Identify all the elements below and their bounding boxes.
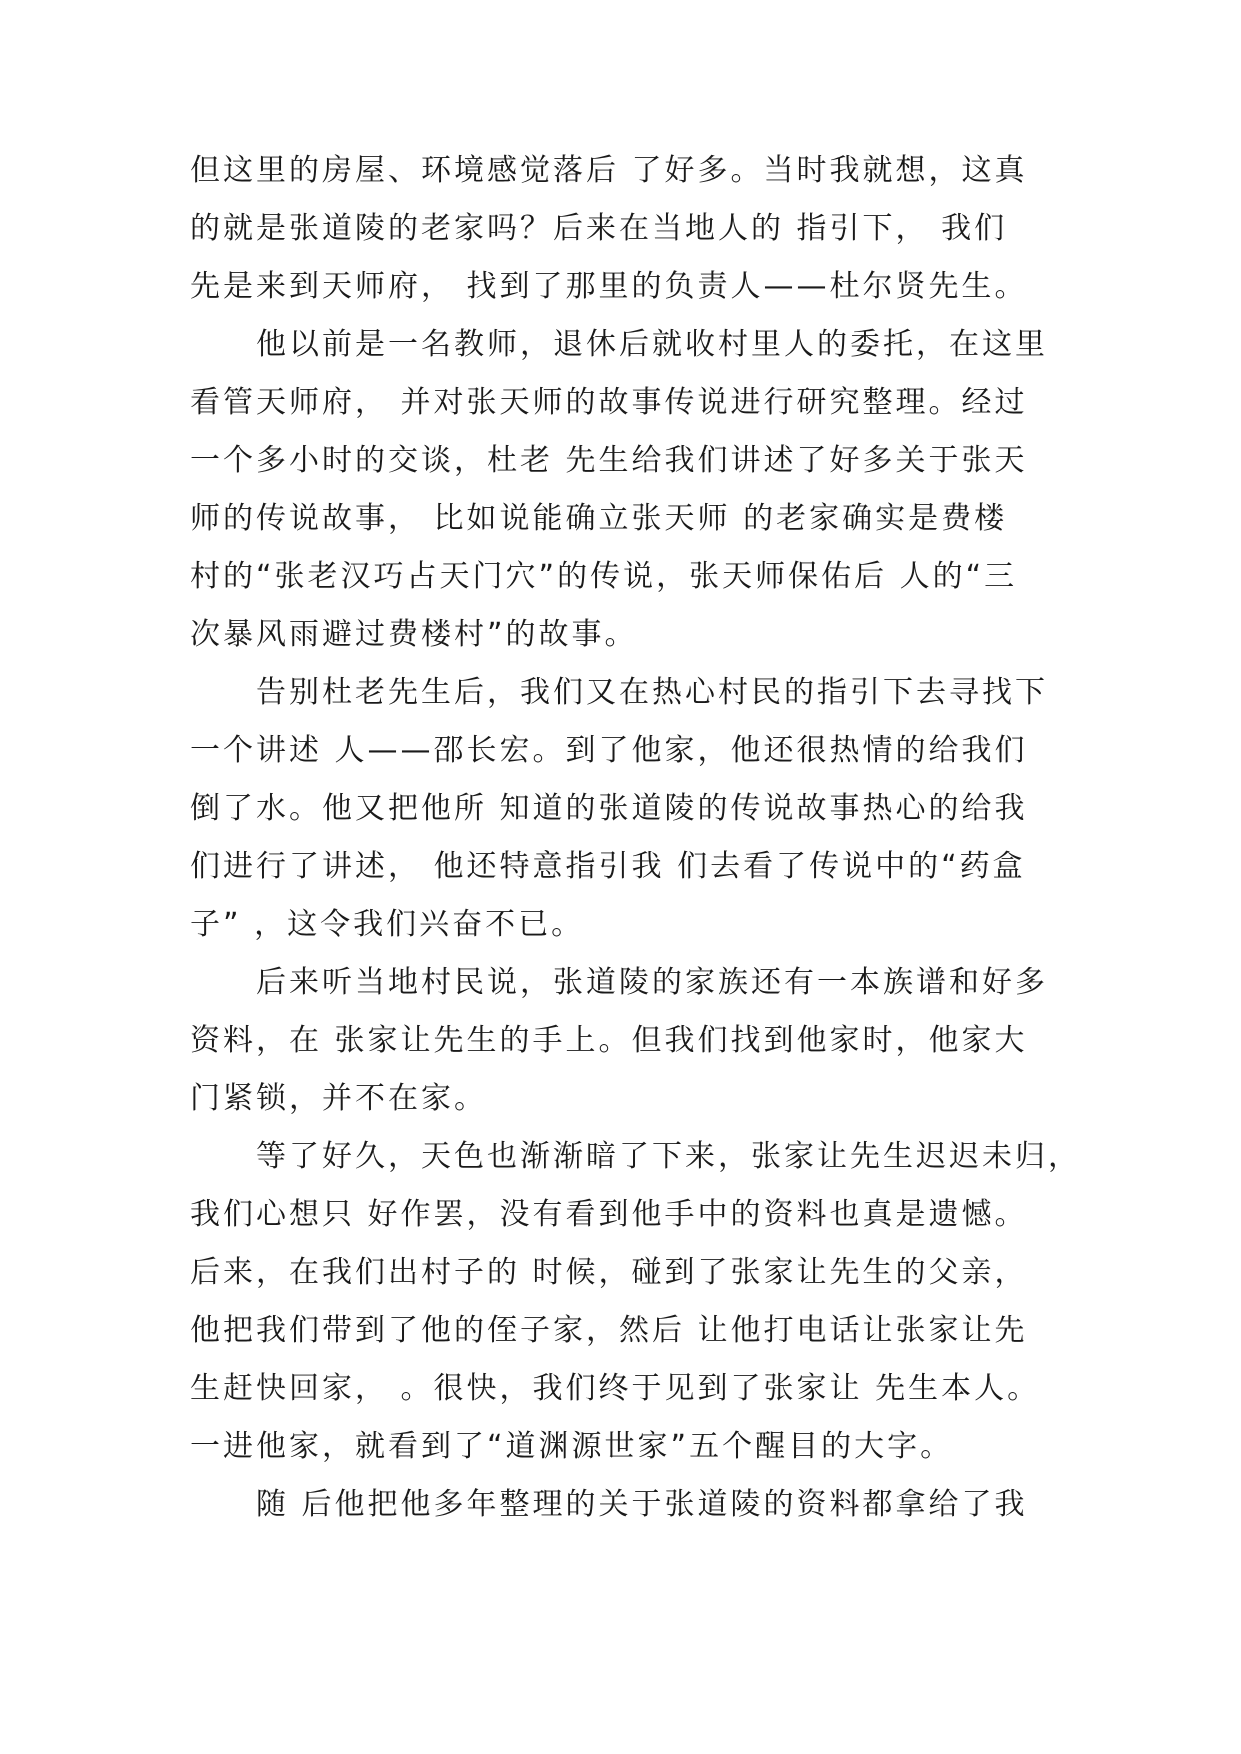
text-line: 一个讲述 人——邵长宏。到了他家，他还很热情的给我们 [190, 733, 1028, 768]
text-line: 门紧锁，并不在家。 [190, 1081, 487, 1116]
text-line: 我们心想只 好作罢，没有看到他手中的资料也真是遗憾。 [190, 1197, 1028, 1232]
paragraph-first-line: 后来听当地村民说，张道陵的家族还有一本族谱和好多 [256, 965, 1048, 1000]
paragraph-first-line: 告别杜老先生后，我们又在热心村民的指引下去寻找下 [256, 675, 1048, 710]
text-line: 村的“张老汉巧占天门穴”的传说，张天师保佑后 人的“三 [190, 559, 1018, 594]
body-text [190, 142, 1081, 1534]
text-line: 师的传说故事， 比如说能确立张天师 的老家确实是费楼 [190, 501, 1008, 536]
text-line: 他把我们带到了他的侄子家，然后 让他打电话让张家让先 [190, 1313, 1028, 1348]
paragraph-first-line: 随 后他把他多年整理的关于张道陵的资料都拿给了我 [256, 1487, 1028, 1522]
text-line: 子” ，这令我们兴奋不已。 [190, 907, 585, 942]
text-line: 但这里的房屋、环境感觉落后 了好多。当时我就想，这真 [190, 153, 1028, 188]
text-line: 次暴风雨避过费楼村”的故事。 [190, 617, 638, 652]
text-line: 资料，在 张家让先生的手上。但我们找到他家时，他家大 [190, 1023, 1028, 1058]
text-line: 一个多小时的交谈，杜老 先生给我们讲述了好多关于张天 [190, 443, 1028, 478]
text-line: 的就是张道陵的老家吗？后来在当地人的 指引下， 我们 [190, 211, 1008, 246]
paragraph-first-line: 他以前是一名教师，退休后就收村里人的委托，在这里 [256, 327, 1048, 362]
text-line: 看管天师府， 并对张天师的故事传说进行研究整理。经过 [190, 385, 1028, 420]
text-line: 先是来到天师府， 找到了那里的负责人——杜尔贤先生。 [190, 269, 1028, 304]
paragraph-first-line: 等了好久，天色也渐渐暗了下来，张家让先生迟迟未归， [256, 1139, 1081, 1174]
text-line: 们进行了讲述， 他还特意指引我 们去看了传说中的“药盒 [190, 849, 1026, 884]
text-line: 后来，在我们出村子的 时候，碰到了张家让先生的父亲， [190, 1255, 1028, 1290]
text-line: 生赶快回家， 。很快，我们终于见到了张家让 先生本人。 [190, 1371, 1041, 1406]
text-line: 一进他家，就看到了“道渊源世家”五个醒目的大字。 [190, 1429, 954, 1464]
text-line: 倒了水。他又把他所 知道的张道陵的传说故事热心的给我 [190, 791, 1028, 826]
